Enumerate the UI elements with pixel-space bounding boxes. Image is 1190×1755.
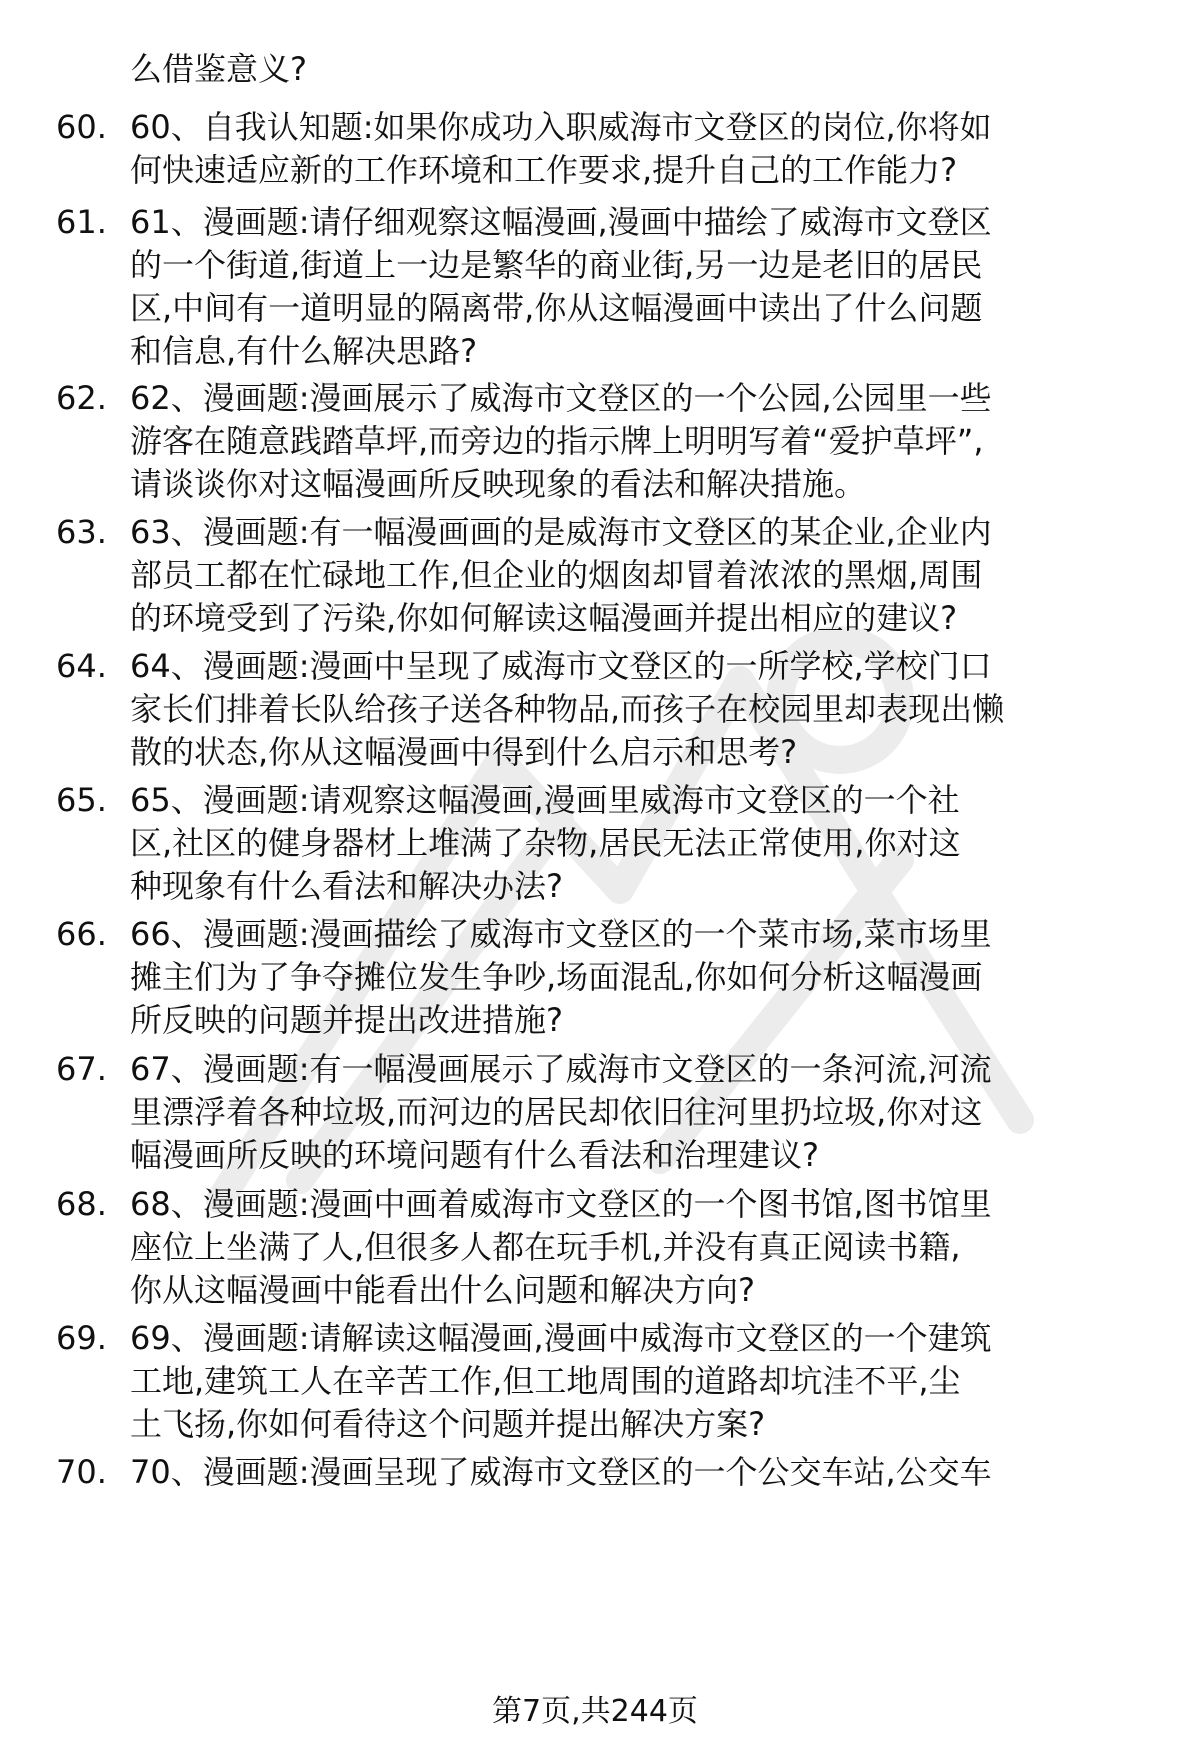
question-line: 区,社区的健身器材上堆满了杂物,居民无法正常使用,你对这 [130,824,961,862]
question-line: 座位上坐满了人,但很多人都在玩手机,并没有真正阅读书籍, [130,1228,961,1266]
question-number: 70. [56,1453,107,1491]
question-text [130,1048,1150,1177]
question-line: 的一个街道,街道上一边是繁华的商业街,另一边是老旧的居民 [130,246,983,284]
question-line: 摊主们为了争夺摊位发生争吵,场面混乱,你如何分析这幅漫画 [130,958,983,996]
question-line: 土飞扬,你如何看待这个问题并提出解决方案? [130,1405,766,1443]
question-line: 68、漫画题:漫画中画着威海市文登区的一个图书馆,图书馆里 [130,1185,992,1223]
question-line: 70、漫画题:漫画呈现了威海市文登区的一个公交车站,公交车 [130,1453,992,1491]
question-line: 区,中间有一道明显的隔离带,你从这幅漫画中读出了什么问题 [130,289,983,327]
question-text [130,511,1150,640]
question-number: 61. [56,203,107,241]
question-number: 64. [56,647,107,685]
question-line: 里漂浮着各种垃圾,而河边的居民却依旧往河里扔垃圾,你对这 [130,1093,983,1131]
question-number: 68. [56,1185,107,1223]
question-line: 和信息,有什么解决思路? [130,332,478,370]
question-number: 66. [56,915,107,953]
question-line: 的环境受到了污染,你如何解读这幅漫画并提出相应的建议? [130,599,958,637]
question-number: 65. [56,781,107,819]
question-line: 散的状态,你从这幅漫画中得到什么启示和思考? [130,733,798,771]
continuation-line: 么借鉴意义? [130,50,307,88]
question-line: 游客在随意践踏草坪,而旁边的指示牌上明明写着“爱护草坪”, [130,422,984,460]
question-text [130,201,1150,373]
question-text [130,645,1150,774]
question-text [130,1317,1150,1446]
question-line: 何快速适应新的工作环境和工作要求,提升自己的工作能力? [130,151,958,189]
question-line: 69、漫画题:请解读这幅漫画,漫画中威海市文登区的一个建筑 [130,1319,992,1357]
question-line: 请谈谈你对这幅漫画所反映现象的看法和解决措施。 [130,465,867,503]
question-line: 家长们排着长队给孩子送各种物品,而孩子在校园里却表现出懒 [130,690,1005,728]
question-text [130,913,1150,1042]
question-line: 63、漫画题:有一幅漫画画的是威海市文登区的某企业,企业内 [130,513,992,551]
question-number: 60. [56,108,107,146]
question-line: 60、自我认知题:如果你成功入职威海市文登区的岗位,你将如 [130,108,992,146]
question-line: 你从这幅漫画中能看出什么问题和解决方向? [130,1271,755,1309]
question-line: 67、漫画题:有一幅漫画展示了威海市文登区的一条河流,河流 [130,1050,992,1088]
question-line: 所反映的问题并提出改进措施? [130,1001,563,1039]
question-number: 67. [56,1050,107,1088]
question-line: 65、漫画题:请观察这幅漫画,漫画里威海市文登区的一个社 [130,781,960,819]
question-text [130,779,1150,908]
question-text [130,377,1150,506]
question-number: 69. [56,1319,107,1357]
question-number: 63. [56,513,107,551]
question-text [130,1183,1150,1312]
question-line: 幅漫画所反映的环境问题有什么看法和治理建议? [130,1136,819,1174]
question-line: 61、漫画题:请仔细观察这幅漫画,漫画中描绘了威海市文登区 [130,203,992,241]
question-text [130,106,1150,192]
question-line: 工地,建筑工人在辛苦工作,但工地周围的道路却坑洼不平,尘 [130,1362,961,1400]
question-text [130,1451,1150,1494]
question-line: 62、漫画题:漫画展示了威海市文登区的一个公园,公园里一些 [130,379,992,417]
page-footer: 第7页,共244页 [492,1694,698,1729]
question-line: 64、漫画题:漫画中呈现了威海市文登区的一所学校,学校门口 [130,647,992,685]
question-line: 部员工都在忙碌地工作,但企业的烟囱却冒着浓浓的黑烟,周围 [130,556,983,594]
question-number: 62. [56,379,107,417]
question-line: 66、漫画题:漫画描绘了威海市文登区的一个菜市场,菜市场里 [130,915,992,953]
question-line: 种现象有什么看法和解决办法? [130,867,563,905]
